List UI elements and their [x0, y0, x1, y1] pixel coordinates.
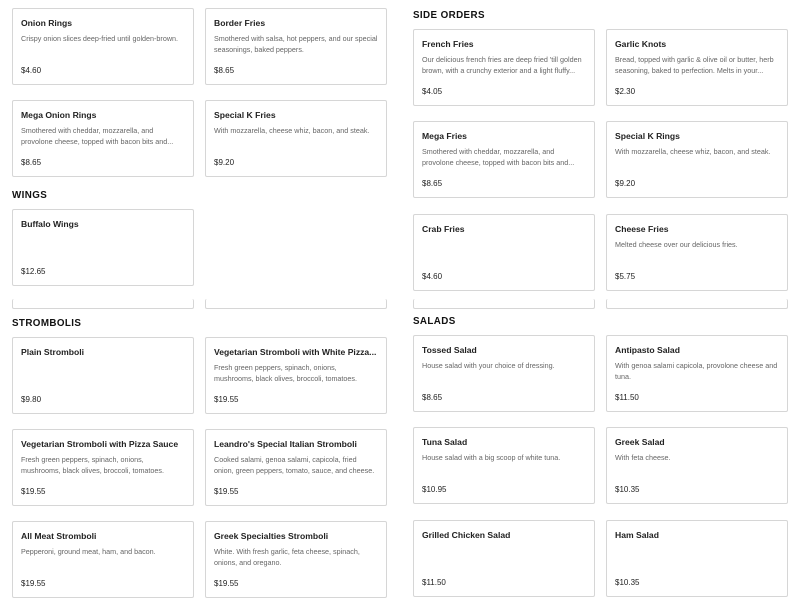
- menu-item-card[interactable]: [413, 520, 595, 597]
- menu-item-card[interactable]: [12, 337, 194, 414]
- menu-item-card[interactable]: [606, 214, 788, 291]
- card-fragment: [606, 299, 788, 309]
- item-price: $12.65: [21, 267, 46, 276]
- item-name: Crab Fries: [422, 224, 465, 234]
- item-name: Mega Fries: [422, 131, 467, 141]
- section-title-side-orders: SIDE ORDERS: [413, 10, 485, 21]
- item-description: Smothered with salsa, hot peppers, and our special seasonings, baked peppers.: [214, 34, 378, 54]
- item-name: Mega Onion Rings: [21, 110, 97, 120]
- menu-item-card[interactable]: [606, 520, 788, 597]
- item-description: Fresh green peppers, spinach, onions, mushrooms, black olives, broccoli, tomatoes.: [21, 455, 165, 475]
- item-price: $10.35: [615, 485, 640, 494]
- card-fragment: [205, 299, 387, 309]
- item-name: Greek Specialties Stromboli: [214, 531, 329, 541]
- menu-item-card[interactable]: [606, 335, 788, 412]
- item-description: With mozzarella, cheese whiz, bacon, and steak.: [615, 147, 771, 156]
- item-price: $4.60: [21, 66, 42, 75]
- item-price: $8.65: [422, 393, 443, 402]
- menu-item-card[interactable]: [205, 337, 387, 414]
- item-price: $8.65: [21, 158, 42, 167]
- item-price: $11.50: [615, 393, 639, 402]
- item-name: Ham Salad: [615, 530, 659, 540]
- item-name: Special K Fries: [214, 110, 276, 120]
- item-price: $9.20: [615, 179, 636, 188]
- item-name: Antipasto Salad: [615, 345, 680, 355]
- item-description: Bread, topped with garlic & olive oil or butter, herb seasoning, baked to perfection. Melts in your...: [615, 55, 774, 75]
- menu-item-card[interactable]: [606, 427, 788, 504]
- section-title-wings: WINGS: [12, 190, 48, 201]
- item-description: With genoa salami capicola, provolone cheese and tuna.: [615, 361, 778, 381]
- item-description: Crispy onion slices deep-fried until golden-brown.: [21, 34, 179, 43]
- menu-item-card[interactable]: [606, 121, 788, 198]
- item-name: Onion Rings: [21, 18, 73, 28]
- item-price: $5.75: [615, 272, 636, 281]
- item-price: $19.55: [21, 579, 46, 588]
- item-description: Melted cheese over our delicious fries.: [615, 240, 738, 249]
- item-price: $19.55: [214, 487, 239, 496]
- menu-item-card[interactable]: [413, 427, 595, 504]
- item-price: $10.35: [615, 578, 640, 587]
- item-price: $19.55: [21, 487, 46, 496]
- item-name: Tuna Salad: [422, 437, 468, 447]
- item-description: House salad with a big scoop of white tuna.: [422, 453, 561, 462]
- menu-item-card[interactable]: [413, 214, 595, 291]
- item-name: Special K Rings: [615, 131, 680, 141]
- item-description: With feta cheese.: [615, 453, 671, 462]
- menu-item-card[interactable]: [413, 335, 595, 412]
- menu-item-card[interactable]: [413, 121, 595, 198]
- menu-item-card[interactable]: [205, 100, 387, 177]
- item-description: House salad with your choice of dressing.: [422, 361, 555, 370]
- item-name: Leandro's Special Italian Stromboli: [214, 439, 357, 449]
- item-price: $4.60: [422, 272, 443, 281]
- item-description: Smothered with cheddar, mozzarella, and provolone cheese, topped with bacon bits and...: [21, 126, 174, 146]
- menu-item-card[interactable]: [12, 521, 194, 598]
- item-name: Cheese Fries: [615, 224, 669, 234]
- item-name: Greek Salad: [615, 437, 665, 447]
- item-name: Tossed Salad: [422, 345, 477, 355]
- menu-item-card[interactable]: [12, 209, 194, 286]
- menu-item-card[interactable]: [12, 100, 194, 177]
- item-price: $19.55: [214, 395, 239, 404]
- item-name: Vegetarian Stromboli with Pizza Sauce: [21, 439, 179, 449]
- item-price: $10.95: [422, 485, 447, 494]
- item-description: With mozzarella, cheese whiz, bacon, and steak.: [214, 126, 370, 135]
- item-price: $4.05: [422, 87, 443, 96]
- section-title-strombolis: STROMBOLIS: [12, 318, 82, 329]
- item-price: $8.65: [422, 179, 443, 188]
- item-price: $19.55: [214, 579, 239, 588]
- item-name: Plain Stromboli: [21, 347, 85, 357]
- item-name: Garlic Knots: [615, 39, 667, 49]
- item-name: French Fries: [422, 39, 474, 49]
- item-price: $2.30: [615, 87, 636, 96]
- item-price: $9.20: [214, 158, 235, 167]
- section-title-salads: SALADS: [413, 316, 456, 327]
- menu-item-card[interactable]: [606, 29, 788, 106]
- menu-item-card[interactable]: [205, 429, 387, 506]
- menu-item-card[interactable]: [205, 8, 387, 85]
- card-fragment: [413, 299, 595, 309]
- item-name: All Meat Stromboli: [21, 531, 97, 541]
- item-description: Pepperoni, ground meat, ham, and bacon.: [21, 547, 156, 556]
- card-fragment: [12, 299, 194, 309]
- item-description: Our delicious french fries are deep fried 'till golden brown, with a crunchy exterior and a light fluffy...: [422, 55, 582, 75]
- item-description: Fresh green peppers, spinach, onions, mushrooms, black olives, broccoli, tomatoes.: [214, 363, 358, 383]
- item-price: $8.65: [214, 66, 235, 75]
- item-name: Grilled Chicken Salad: [422, 530, 511, 540]
- item-name: Vegetarian Stromboli with White Pizza...: [214, 347, 377, 357]
- item-description: Smothered with cheddar, mozzarella, and provolone cheese, topped with bacon bits and...: [422, 147, 575, 167]
- item-name: Border Fries: [214, 18, 266, 28]
- menu-item-card[interactable]: [12, 429, 194, 506]
- item-description: Cooked salami, genoa salami, capicola, fried onion, green peppers, tomato, sauce, and cheese.: [214, 455, 375, 475]
- item-name: Buffalo Wings: [21, 219, 79, 229]
- item-price: $9.80: [21, 395, 42, 404]
- menu-item-card[interactable]: [12, 8, 194, 85]
- item-price: $11.50: [422, 578, 446, 587]
- item-description: White. With fresh garlic, feta cheese, spinach, onions, and oregano.: [214, 547, 360, 567]
- menu-item-card[interactable]: [413, 29, 595, 106]
- menu-item-card[interactable]: [205, 521, 387, 598]
